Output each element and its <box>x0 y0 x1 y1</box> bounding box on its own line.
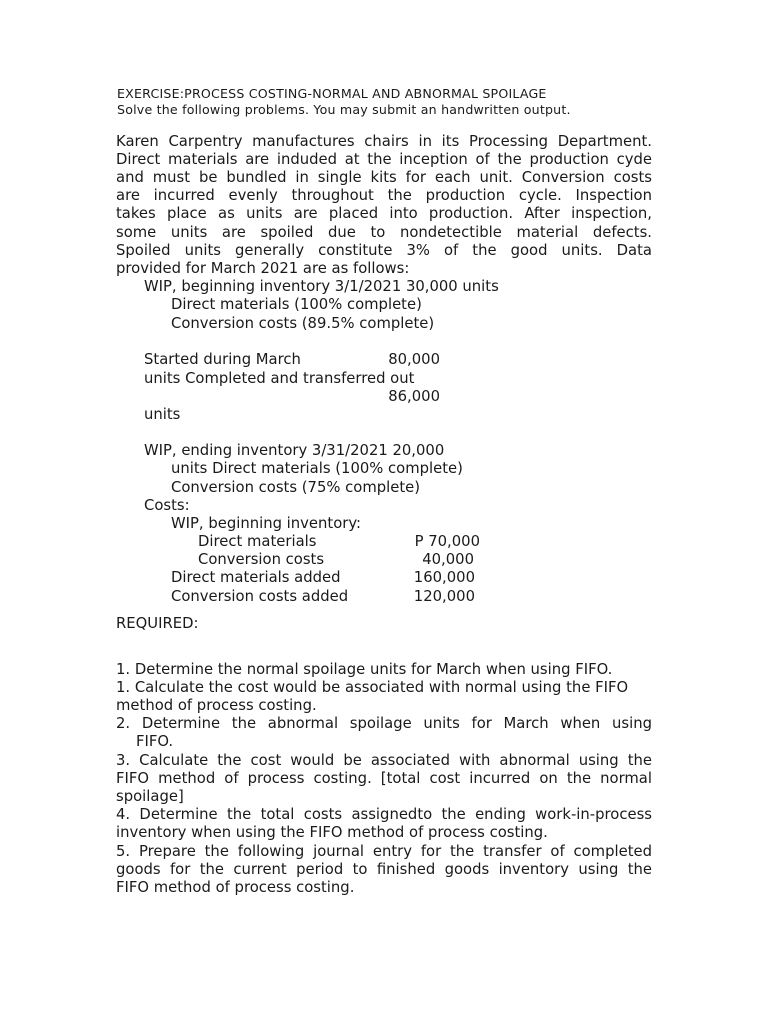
wip-beginning-direct-materials: Direct materials (100% complete) <box>171 296 422 313</box>
cost-row-value: 160,000 <box>413 569 475 586</box>
wip-beginning-inventory: WIP, beginning inventory 3/1/2021 30,000 units <box>144 278 499 295</box>
wip-beginning-conversion-costs: Conversion costs (89.5% complete) <box>171 315 435 332</box>
started-during-march-label: Started during March <box>144 351 301 368</box>
cost-row-label: Conversion costs added <box>171 588 349 605</box>
paragraph-line: takes place as units are placed into production. After inspection, <box>116 205 652 222</box>
required-item-5-end: FIFO method of process costing. <box>116 879 355 896</box>
cost-row-value: 40,000 <box>422 551 474 568</box>
paragraph-line: Spoiled units generally constitute 3% of the good units. Data <box>116 242 652 259</box>
required-item-3-end: spoilage] <box>116 788 184 805</box>
paragraph-line: Direct materials are induded at the inception of the production cyde <box>116 151 652 168</box>
required-item-2: 2. Determine the abnormal spoilage units for March when using <box>116 715 652 732</box>
exercise-title: EXERCISE:PROCESS COSTING-NORMAL AND ABNORMAL SPOILAGE <box>117 86 547 101</box>
paragraph-line: Karen Carpentry manufactures chairs in its Processing Department. <box>116 133 652 150</box>
cost-row-value: P 70,000 <box>414 533 480 550</box>
cost-row-value: 120,000 <box>413 588 475 605</box>
wip-ending-inventory: WIP, ending inventory 3/31/2021 20,000 <box>144 442 445 459</box>
completed-transferred-label: units Completed and transferred out <box>144 370 415 387</box>
required-item-5: 5. Prepare the following journal entry for the transfer of completed <box>116 843 652 860</box>
units-label: units <box>144 406 181 423</box>
required-heading: REQUIRED: <box>116 615 199 632</box>
cost-row-label: Direct materials <box>198 533 317 550</box>
paragraph-line: are incurred evenly throughout the production cycle. Inspection <box>116 187 652 204</box>
costs-wip-beginning-label: WIP, beginning inventory: <box>171 515 361 532</box>
cost-row-label: Direct materials added <box>171 569 341 586</box>
required-item-3-cont: FIFO method of process costing. [total cost incurred on the normal <box>116 770 652 787</box>
wip-ending-direct-materials: units Direct materials (100% complete) <box>171 460 463 477</box>
required-item-2-cont: FIFO. <box>136 733 174 750</box>
exercise-instructions: Solve the following problems. You may submit an handwritten output. <box>117 102 571 117</box>
required-item-5-cont: goods for the current period to finished goods inventory using the <box>116 861 652 878</box>
cost-row-label: Conversion costs <box>198 551 325 568</box>
paragraph-line: and must be bundled in single kits for each unit. Conversion costs <box>116 169 652 186</box>
costs-heading: Costs: <box>144 497 190 514</box>
required-item-1: 1. Determine the normal spoilage units for March when using FIFO. <box>116 661 613 678</box>
wip-ending-conversion-costs: Conversion costs (75% complete) <box>171 479 421 496</box>
started-during-march-value: 80,000 <box>388 351 440 368</box>
required-item-1b: 1. Calculate the cost would be associated with normal using the FIFO <box>116 679 629 696</box>
completed-transferred-value: 86,000 <box>388 388 440 405</box>
paragraph-last-line: provided for March 2021 are as follows: <box>116 260 410 277</box>
required-item-1b-cont: method of process costing. <box>116 697 317 714</box>
required-item-4: 4. Determine the total costs assignedto the ending work-in-process <box>116 806 652 823</box>
paragraph-line: some units are spoiled due to nondetectible material defects. <box>116 224 652 241</box>
required-item-4-cont: inventory when using the FIFO method of process costing. <box>116 824 548 841</box>
required-item-3: 3. Calculate the cost would be associated with abnormal using the <box>116 752 652 769</box>
